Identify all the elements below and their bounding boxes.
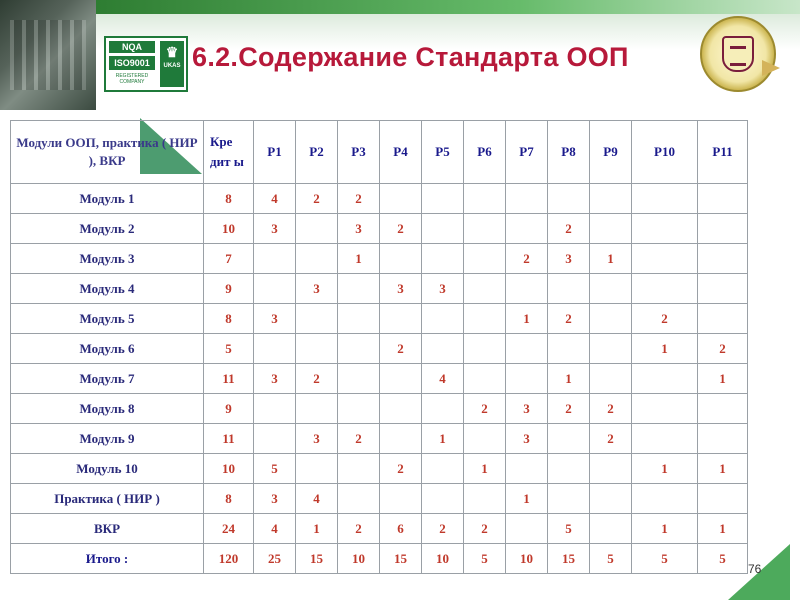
result-cell-p2: 1 xyxy=(296,514,338,544)
credits-cell: 8 xyxy=(204,304,254,334)
result-cell-p1 xyxy=(254,334,296,364)
result-cell-p1: 3 xyxy=(254,364,296,394)
credits-cell: 10 xyxy=(204,214,254,244)
result-cell-p11 xyxy=(698,424,748,454)
result-cell-p9: 2 xyxy=(590,424,632,454)
result-cell-p1: 3 xyxy=(254,214,296,244)
result-cell-p11 xyxy=(698,274,748,304)
table-row xyxy=(11,424,748,454)
result-cell-p3: 2 xyxy=(338,184,380,214)
header-p2: Р2 xyxy=(296,121,338,184)
result-cell-p1: 5 xyxy=(254,454,296,484)
result-cell-p2: 15 xyxy=(296,544,338,574)
ukas-badge xyxy=(160,41,184,87)
result-cell-p3: 10 xyxy=(338,544,380,574)
emblem-shield-icon xyxy=(722,36,754,72)
result-cell-p8 xyxy=(548,484,590,514)
result-cell-p8: 2 xyxy=(548,394,590,424)
result-cell-p8: 2 xyxy=(548,304,590,334)
result-cell-p4: 15 xyxy=(380,544,422,574)
standards-table xyxy=(10,120,748,574)
result-cell-p8: 15 xyxy=(548,544,590,574)
result-cell-p9: 2 xyxy=(590,394,632,424)
result-cell-p1: 25 xyxy=(254,544,296,574)
result-cell-p6: 2 xyxy=(464,394,506,424)
result-cell-p3: 2 xyxy=(338,514,380,544)
result-cell-p1 xyxy=(254,424,296,454)
result-cell-p10 xyxy=(632,214,698,244)
credits-cell: 10 xyxy=(204,454,254,484)
result-cell-p9 xyxy=(590,274,632,304)
result-cell-p6: 2 xyxy=(464,514,506,544)
result-cell-p8: 2 xyxy=(548,214,590,244)
result-cell-p11: 1 xyxy=(698,514,748,544)
result-cell-p4 xyxy=(380,184,422,214)
result-cell-p5 xyxy=(422,244,464,274)
credits-cell: 7 xyxy=(204,244,254,274)
result-cell-p11 xyxy=(698,214,748,244)
result-cell-p4 xyxy=(380,484,422,514)
result-cell-p9: 5 xyxy=(590,544,632,574)
header-p10: Р10 xyxy=(632,121,698,184)
result-cell-p5: 1 xyxy=(422,424,464,454)
result-cell-p9 xyxy=(590,214,632,244)
table-row xyxy=(11,214,748,244)
building-columns xyxy=(10,20,86,90)
result-cell-p4 xyxy=(380,304,422,334)
page-number: 76 xyxy=(748,562,762,576)
row-label: Модуль 5 xyxy=(11,304,204,334)
row-label: Модуль 2 xyxy=(11,214,204,244)
result-cell-p8: 3 xyxy=(548,244,590,274)
result-cell-p6 xyxy=(464,304,506,334)
emblem-ribbon xyxy=(762,60,780,76)
table-row xyxy=(11,274,748,304)
table-row xyxy=(11,394,748,424)
credits-cell: 9 xyxy=(204,274,254,304)
table-row xyxy=(11,304,748,334)
result-cell-p5 xyxy=(422,394,464,424)
result-cell-p9 xyxy=(590,184,632,214)
result-cell-p3: 3 xyxy=(338,214,380,244)
credits-cell: 8 xyxy=(204,184,254,214)
result-cell-p2 xyxy=(296,454,338,484)
row-label: Модуль 8 xyxy=(11,394,204,424)
result-cell-p7 xyxy=(506,454,548,484)
result-cell-p8 xyxy=(548,334,590,364)
result-cell-p2: 3 xyxy=(296,274,338,304)
result-cell-p6 xyxy=(464,274,506,304)
result-cell-p7: 1 xyxy=(506,304,548,334)
table-row xyxy=(11,334,748,364)
result-cell-p3 xyxy=(338,364,380,394)
result-cell-p4: 2 xyxy=(380,214,422,244)
result-cell-p6 xyxy=(464,364,506,394)
result-cell-p3: 2 xyxy=(338,424,380,454)
table-body xyxy=(11,184,748,574)
table-row xyxy=(11,184,748,214)
credits-cell: 9 xyxy=(204,394,254,424)
credits-cell: 8 xyxy=(204,484,254,514)
result-cell-p2 xyxy=(296,244,338,274)
result-cell-p7: 3 xyxy=(506,394,548,424)
header-p5: Р5 xyxy=(422,121,464,184)
result-cell-p2: 2 xyxy=(296,364,338,394)
header-p9: Р9 xyxy=(590,121,632,184)
credits-cell: 11 xyxy=(204,424,254,454)
result-cell-p11 xyxy=(698,184,748,214)
result-cell-p3 xyxy=(338,454,380,484)
result-cell-p1: 4 xyxy=(254,514,296,544)
result-cell-p3 xyxy=(338,484,380,514)
result-cell-p9 xyxy=(590,484,632,514)
result-cell-p5: 10 xyxy=(422,544,464,574)
table-row xyxy=(11,514,748,544)
slide-header xyxy=(0,0,800,110)
result-cell-p3 xyxy=(338,274,380,304)
result-cell-p3: 1 xyxy=(338,244,380,274)
slide-title: 6.2.Содержание Стандарта ООП xyxy=(192,42,629,72)
row-label: Модуль 9 xyxy=(11,424,204,454)
nqa-label: NQA xyxy=(109,41,155,53)
result-cell-p7: 10 xyxy=(506,544,548,574)
result-cell-p5 xyxy=(422,304,464,334)
university-emblem xyxy=(700,16,776,92)
result-cell-p4: 6 xyxy=(380,514,422,544)
crown-icon: ♛ xyxy=(165,44,179,60)
result-cell-p10 xyxy=(632,424,698,454)
result-cell-p2 xyxy=(296,214,338,244)
result-cell-p1 xyxy=(254,244,296,274)
result-cell-p1: 3 xyxy=(254,484,296,514)
result-cell-p11: 1 xyxy=(698,364,748,394)
result-cell-p5 xyxy=(422,184,464,214)
result-cell-p9 xyxy=(590,454,632,484)
result-cell-p5: 3 xyxy=(422,274,464,304)
result-cell-p10 xyxy=(632,484,698,514)
result-cell-p9 xyxy=(590,514,632,544)
result-cell-p4: 2 xyxy=(380,334,422,364)
result-cell-p8 xyxy=(548,184,590,214)
result-cell-p6: 5 xyxy=(464,544,506,574)
registered-label: REGISTERED COMPANY xyxy=(115,73,149,85)
header-p8: Р8 xyxy=(548,121,590,184)
result-cell-p6 xyxy=(464,424,506,454)
result-cell-p1: 4 xyxy=(254,184,296,214)
result-cell-p11 xyxy=(698,304,748,334)
result-cell-p9 xyxy=(590,334,632,364)
row-label: Модуль 10 xyxy=(11,454,204,484)
result-cell-p11 xyxy=(698,484,748,514)
result-cell-p1: 3 xyxy=(254,304,296,334)
result-cell-p5 xyxy=(422,214,464,244)
result-cell-p8 xyxy=(548,424,590,454)
result-cell-p11: 5 xyxy=(698,544,748,574)
result-cell-p2: 4 xyxy=(296,484,338,514)
total-row xyxy=(11,544,748,574)
credits-cell: 11 xyxy=(204,364,254,394)
result-cell-p3 xyxy=(338,304,380,334)
result-cell-p9: 1 xyxy=(590,244,632,274)
result-cell-p10 xyxy=(632,274,698,304)
row-label: Модуль 6 xyxy=(11,334,204,364)
credits-cell: 5 xyxy=(204,334,254,364)
row-label: Модуль 3 xyxy=(11,244,204,274)
result-cell-p3 xyxy=(338,394,380,424)
result-cell-p2: 2 xyxy=(296,184,338,214)
result-cell-p5 xyxy=(422,334,464,364)
header-p4: Р4 xyxy=(380,121,422,184)
header-p1: Р1 xyxy=(254,121,296,184)
result-cell-p4: 2 xyxy=(380,454,422,484)
result-cell-p10 xyxy=(632,394,698,424)
result-cell-p4 xyxy=(380,244,422,274)
result-cell-p7 xyxy=(506,214,548,244)
result-cell-p10: 2 xyxy=(632,304,698,334)
result-cell-p2 xyxy=(296,394,338,424)
result-cell-p3 xyxy=(338,334,380,364)
result-cell-p10: 1 xyxy=(632,514,698,544)
row-label: Итого : xyxy=(11,544,204,574)
result-cell-p8: 5 xyxy=(548,514,590,544)
result-cell-p6 xyxy=(464,184,506,214)
result-cell-p4: 3 xyxy=(380,274,422,304)
result-cell-p7: 3 xyxy=(506,424,548,454)
result-cell-p5: 4 xyxy=(422,364,464,394)
header-p11: Р11 xyxy=(698,121,748,184)
table-header-row xyxy=(11,121,748,184)
table-row xyxy=(11,364,748,394)
row-label: ВКР xyxy=(11,514,204,544)
result-cell-p4 xyxy=(380,364,422,394)
credits-cell: 120 xyxy=(204,544,254,574)
header-p7: Р7 xyxy=(506,121,548,184)
result-cell-p11: 2 xyxy=(698,334,748,364)
result-cell-p6 xyxy=(464,214,506,244)
row-label: Модуль 4 xyxy=(11,274,204,304)
row-label: Модуль 1 xyxy=(11,184,204,214)
ukas-label: UKAS xyxy=(163,63,181,69)
result-cell-p8 xyxy=(548,454,590,484)
result-cell-p2: 3 xyxy=(296,424,338,454)
result-cell-p10: 1 xyxy=(632,454,698,484)
credits-cell: 24 xyxy=(204,514,254,544)
header-band xyxy=(96,0,800,14)
result-cell-p11: 1 xyxy=(698,454,748,484)
result-cell-p2 xyxy=(296,304,338,334)
header-credits: Кре дит ы xyxy=(204,121,254,184)
result-cell-p10: 1 xyxy=(632,334,698,364)
result-cell-p4 xyxy=(380,424,422,454)
result-cell-p10 xyxy=(632,184,698,214)
table-row xyxy=(11,244,748,274)
result-cell-p8 xyxy=(548,274,590,304)
header-p6: Р6 xyxy=(464,121,506,184)
iso-certification-logo xyxy=(104,36,188,92)
result-cell-p7 xyxy=(506,364,548,394)
result-cell-p7 xyxy=(506,184,548,214)
result-cell-p7: 1 xyxy=(506,484,548,514)
result-cell-p7 xyxy=(506,514,548,544)
result-cell-p5 xyxy=(422,484,464,514)
table-row xyxy=(11,484,748,514)
result-cell-p9 xyxy=(590,304,632,334)
result-cell-p9 xyxy=(590,364,632,394)
header-modules: Модули ООП, практика ( НИР ), ВКР xyxy=(11,121,204,184)
result-cell-p10 xyxy=(632,364,698,394)
iso-label: ISO9001 xyxy=(109,56,155,70)
result-cell-p7 xyxy=(506,274,548,304)
result-cell-p11 xyxy=(698,394,748,424)
result-cell-p1 xyxy=(254,394,296,424)
result-cell-p4 xyxy=(380,394,422,424)
result-cell-p1 xyxy=(254,274,296,304)
header-p3: Р3 xyxy=(338,121,380,184)
result-cell-p5: 2 xyxy=(422,514,464,544)
table-row xyxy=(11,454,748,484)
result-cell-p2 xyxy=(296,334,338,364)
result-cell-p5 xyxy=(422,454,464,484)
result-cell-p7: 2 xyxy=(506,244,548,274)
result-cell-p10 xyxy=(632,244,698,274)
result-cell-p6 xyxy=(464,484,506,514)
result-cell-p6: 1 xyxy=(464,454,506,484)
result-cell-p6 xyxy=(464,334,506,364)
university-building-photo xyxy=(0,0,96,110)
row-label: Практика ( НИР ) xyxy=(11,484,204,514)
result-cell-p10: 5 xyxy=(632,544,698,574)
result-cell-p11 xyxy=(698,244,748,274)
result-cell-p8: 1 xyxy=(548,364,590,394)
result-cell-p6 xyxy=(464,244,506,274)
result-cell-p7 xyxy=(506,334,548,364)
row-label: Модуль 7 xyxy=(11,364,204,394)
